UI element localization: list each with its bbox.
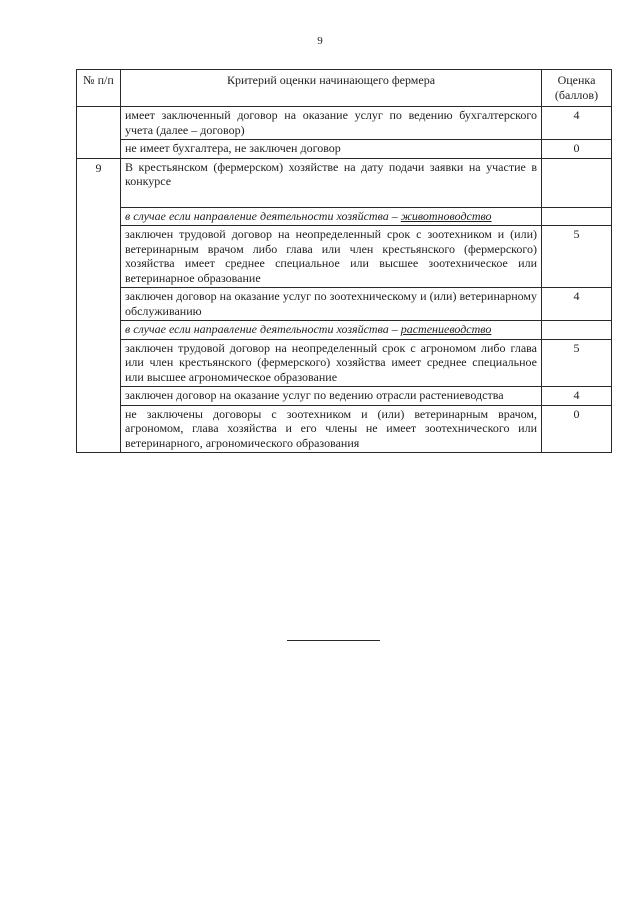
table-header-row bbox=[77, 70, 612, 107]
table-row bbox=[77, 387, 612, 406]
table-row bbox=[77, 288, 612, 321]
row-number-cell bbox=[77, 140, 121, 159]
row-number-cell bbox=[77, 207, 121, 226]
livestock-heading-prefix: в случае если направление деятельности хозяйства – bbox=[125, 208, 401, 223]
score-value: 5 bbox=[542, 226, 612, 288]
crop-heading-prefix: в случае если направление деятельности хозяйства – bbox=[125, 322, 401, 336]
criterion-text: заключен трудовой договор на неопределенный срок с агрономом либо глава или член крестьянского (фермерского) хозяйства имеет среднее специальное или высшее агрономическое образование bbox=[121, 339, 542, 387]
header-number: № п/п bbox=[77, 70, 121, 107]
score-empty bbox=[542, 321, 612, 340]
table-row bbox=[77, 321, 612, 340]
criterion-text: имеет заключенный договор на оказание услуг по ведению бухгалтерского учета (далее – договор) bbox=[121, 107, 542, 140]
row-number-cell bbox=[77, 107, 121, 140]
header-criterion: Критерий оценки начинающего фермера bbox=[121, 70, 542, 107]
livestock-heading bbox=[121, 207, 542, 226]
table-row bbox=[77, 140, 612, 159]
score-value: 4 bbox=[542, 387, 612, 406]
crop-heading-direction: растениеводство bbox=[400, 322, 492, 336]
table-row bbox=[77, 158, 612, 207]
page-number: 9 bbox=[317, 35, 323, 47]
header-score: Оценка (баллов) bbox=[542, 70, 612, 107]
score-value: 5 bbox=[542, 339, 612, 387]
row-number-cell bbox=[77, 405, 121, 453]
criterion-text: не заключены договоры с зоотехником и (или) ветеринарным врачом, агрономом, глава хозяйства и его члены не имеет зоотехнического или ветеринарного, агрономического образования bbox=[121, 405, 542, 453]
criterion-text: заключен договор на оказание услуг по зоотехническому и (или) ветеринарному обслуживанию bbox=[121, 288, 542, 321]
row-number-cell bbox=[77, 321, 121, 340]
table-row bbox=[77, 226, 612, 288]
table-row bbox=[77, 339, 612, 387]
crop-heading bbox=[121, 321, 542, 340]
criterion-intro: В крестьянском (фермерском) хозяйстве на дату подачи заявки на участие в конкурсе bbox=[121, 158, 542, 207]
score-value: 0 bbox=[542, 140, 612, 159]
end-of-document-rule bbox=[287, 640, 380, 641]
table-row bbox=[77, 107, 612, 140]
row-number-cell bbox=[77, 288, 121, 321]
score-value: 4 bbox=[542, 107, 612, 140]
row-number-cell bbox=[77, 339, 121, 387]
table-row bbox=[77, 405, 612, 453]
table-row bbox=[77, 207, 612, 226]
score-empty bbox=[542, 207, 612, 226]
row-number: 9 bbox=[77, 158, 121, 207]
score-empty bbox=[542, 158, 612, 207]
criterion-text: заключен трудовой договор на неопределенный срок с зоотехником и (или) ветеринарным врачом либо глава или член крестьянского (фермерского) хозяйства имеет среднее специальное или высшее зоотехническое или ветеринарное образование bbox=[121, 226, 542, 288]
row-number-cell bbox=[77, 387, 121, 406]
livestock-heading-direction: животноводство bbox=[400, 208, 492, 223]
criterion-text: заключен договор на оказание услуг по ведению отрасли растениеводства bbox=[121, 387, 542, 406]
score-value: 0 bbox=[542, 405, 612, 453]
criteria-table bbox=[76, 69, 612, 453]
row-number-cell bbox=[77, 226, 121, 288]
criterion-text: не имеет бухгалтера, не заключен договор bbox=[121, 140, 542, 159]
score-value: 4 bbox=[542, 288, 612, 321]
